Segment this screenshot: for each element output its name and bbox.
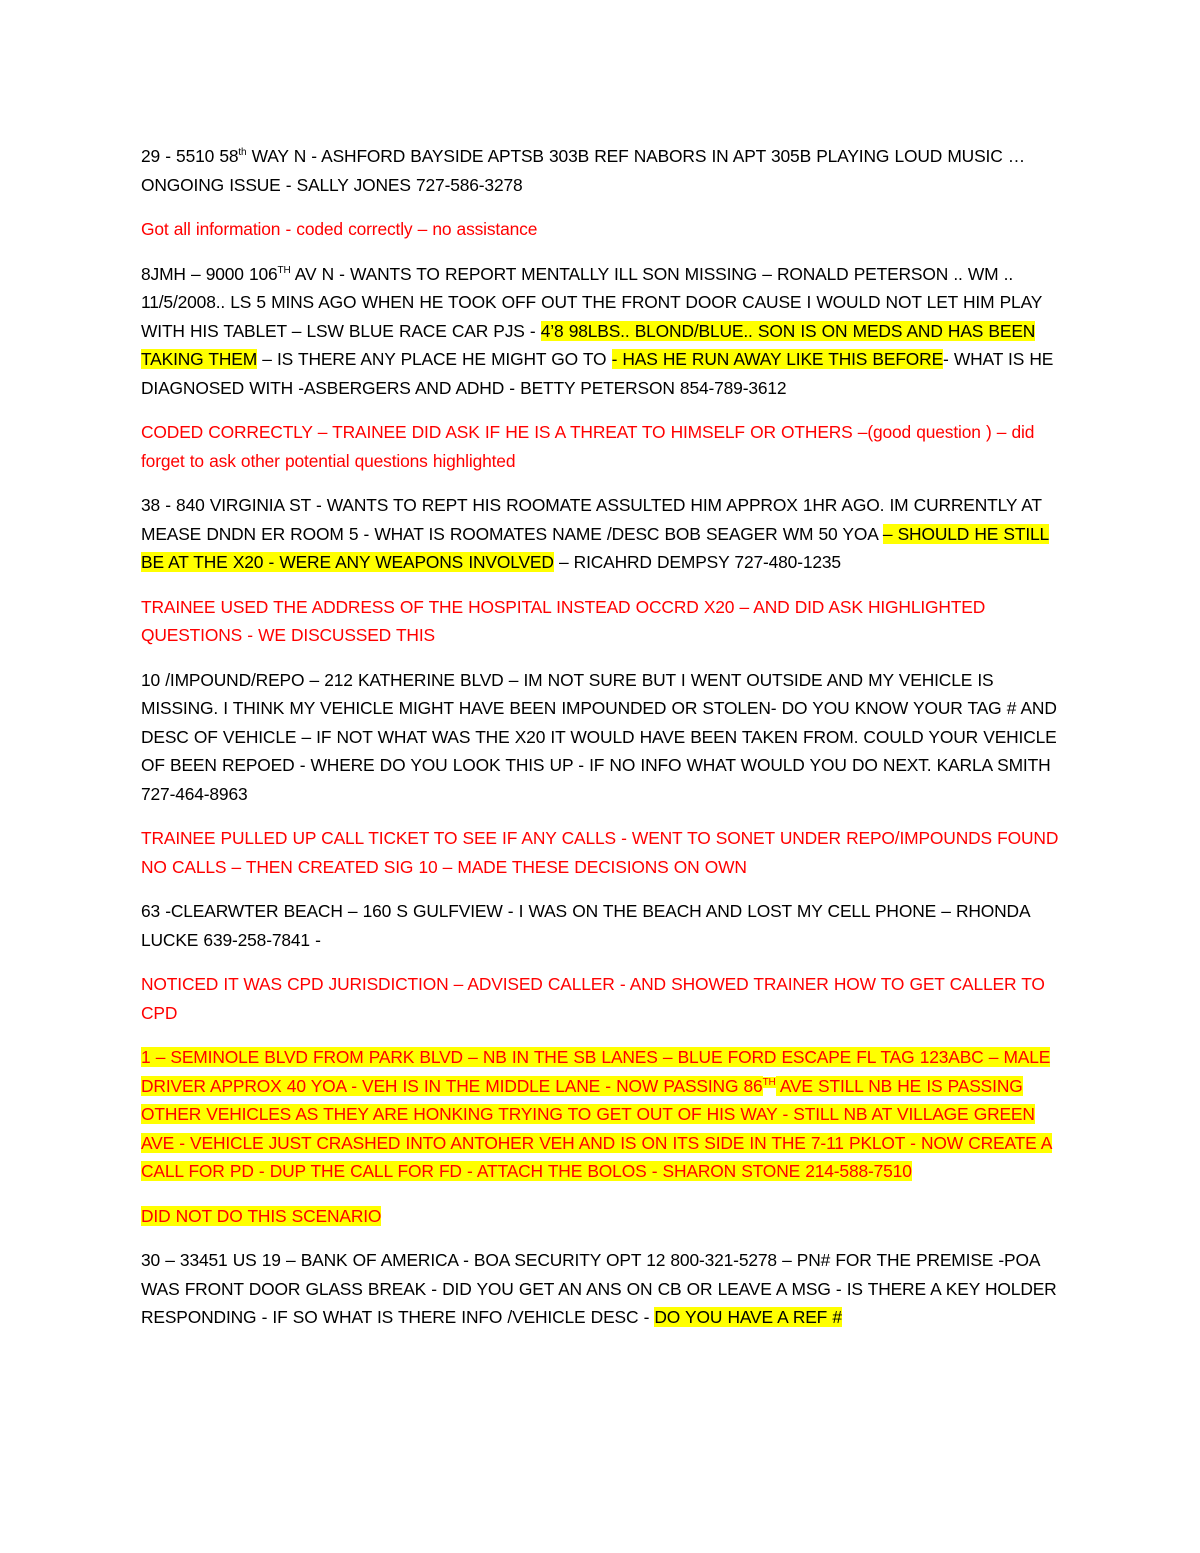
text-segment: CODED CORRECTLY – TRAINEE DID ASK IF HE IS A THREAT TO HIMSELF OR OTHERS –(good question ) – did forget to ask other potential questions highlighted xyxy=(141,422,1035,471)
trainer-note-paragraph xyxy=(141,970,1070,1027)
call-scenario-paragraph xyxy=(141,491,1070,577)
text-segment: AV N - WANTS TO REPORT MENTALLY ILL SON MISSING – RONALD PETERSON .. WM .. 11/5/2008.. LS 5 MINS AGO WHEN HE TOOK OFF OUT THE FRONT DOOR CAUSE I WOULD NOT LET HIM PLAY WITH HIS TABLET – LSW BLUE RACE CAR PJS - xyxy=(141,263,1042,341)
highlighted-text: AVE STILL NB HE IS PASSING OTHER VEHICLES AS THEY ARE HONKING TRYING TO GET OUT OF HIS WAY - STILL NB AT VILLAGE GREEN AVE - VEHICLE JUST CRASHED INTO ANTOHER VEH AND IS ON ITS SIDE IN THE 7-11 PKLOT - NOW CREATE A CALL FOR PD - DUP THE CALL FOR FD - ATTACH THE BOLOS - SHARON STONE 214-588-7510 xyxy=(141,1075,1053,1181)
call-scenario-paragraph xyxy=(141,1246,1070,1332)
call-scenario-paragraph xyxy=(141,666,1070,809)
highlighted-text: 1 – SEMINOLE BLVD FROM PARK BLVD – NB IN THE SB LANES – BLUE FORD ESCAPE FL TAG 123ABC – MALE DRIVER APPROX 40 YOA - VEH IS IN THE MIDDLE LANE - NOW PASSING 86 xyxy=(141,1047,1051,1096)
text-segment: 30 – 33451 US 19 – BANK OF AMERICA - BOA SECURITY OPT 12 800-321-5278 – PN# FOR THE PREMISE -POA WAS FRONT DOOR GLASS BREAK - DID YOU GET AN ANS ON CB OR LEAVE A MSG - IS THERE A KEY HOLDER RESPONDING - IF SO WHAT IS THERE INFO /VEHICLE DESC - xyxy=(141,1250,1057,1327)
trainer-note-paragraph xyxy=(141,418,1070,475)
highlighted-text: 4’8 98LBS.. BLOND/BLUE.. SON IS ON MEDS AND HAS BEEN TAKING THEM xyxy=(141,320,1036,369)
text-segment: 38 - 840 VIRGINIA ST - WANTS TO REPT HIS ROOMATE ASSULTED HIM APPROX 1HR AGO. IM CURRENTLY AT MEASE DNDN ER ROOM 5 - WHAT IS ROOMATES NAME /DESC BOB SEAGER WM 50 YOA xyxy=(141,495,1042,544)
text-segment: 10 /IMPOUND/REPO – 212 KATHERINE BLVD – IM NOT SURE BUT I WENT OUTSIDE AND MY VEHICLE IS MISSING. I THINK MY VEHICLE MIGHT HAVE BEEN IMPOUNDED OR STOLEN- DO YOU KNOW YOUR TAG # AND DESC OF VEHICLE – IF NOT WHAT WAS THE X20 IT WOULD HAVE BEEN TAKEN FROM. COULD YOUR VEHICLE OF BEEN REPOED - WHERE DO YOU LOOK THIS UP - IF NO INFO WHAT WOULD YOU DO NEXT. KARLA SMITH 727-464-8963 xyxy=(141,669,1057,804)
trainer-note-paragraph xyxy=(141,215,1070,244)
trainer-note-paragraph xyxy=(141,593,1070,650)
trainer-note-paragraph xyxy=(141,1043,1070,1186)
text-segment: NOTICED IT WAS CPD JURISDICTION – ADVISED CALLER - AND SHOWED TRAINER HOW TO GET CALLER TO CPD xyxy=(141,974,1045,1023)
ordinal-superscript: th xyxy=(238,147,247,158)
text-segment: TRAINEE PULLED UP CALL TICKET TO SEE IF ANY CALLS - WENT TO SONET UNDER REPO/IMPOUNDS FOUND NO CALLS – THEN CREATED SIG 10 – MADE THESE DECISIONS ON OWN xyxy=(141,828,1059,877)
highlighted-text: TH xyxy=(762,1076,776,1088)
ordinal-superscript: TH xyxy=(277,264,291,276)
trainer-note-paragraph xyxy=(141,824,1070,881)
highlighted-text: - HAS HE RUN AWAY LIKE THIS BEFORE xyxy=(611,349,944,369)
text-segment: – RICAHRD DEMPSY 727-480-1235 xyxy=(553,552,841,572)
call-scenario-paragraph xyxy=(141,142,1070,199)
highlighted-text: – SHOULD HE STILL BE AT THE X20 - WERE ANY WEAPONS INVOLVED xyxy=(141,523,1050,572)
call-scenario-paragraph xyxy=(141,897,1070,954)
text-segment: - WHAT IS HE DIAGNOSED WITH -ASBERGERS AND ADHD - BETTY PETERSON 854-789-3612 xyxy=(141,349,1054,398)
text-segment: 8JMH – 9000 106 xyxy=(141,263,278,284)
call-scenario-paragraph xyxy=(141,260,1070,403)
text-segment: WAY N - ASHFORD BAYSIDE APTSB 303B REF NABORS IN APT 305B PLAYING LOUD MUSIC … ONGOING ISSUE - SALLY JONES 727-586-3278 xyxy=(141,146,1026,195)
highlighted-text: DO YOU HAVE A REF # xyxy=(654,1307,842,1327)
text-segment: 29 - 5510 58 xyxy=(141,146,239,166)
text-segment: TRAINEE USED THE ADDRESS OF THE HOSPITAL INSTEAD OCCRD X20 – AND DID ASK HIGHLIGHTED QUESTIONS - WE DISCUSSED THIS xyxy=(141,596,986,645)
highlighted-text: DID NOT DO THIS SCENARIO xyxy=(141,1205,382,1226)
text-segment: Got all information - coded correctly – no assistance xyxy=(141,219,538,239)
text-segment: – IS THERE ANY PLACE HE MIGHT GO TO xyxy=(257,349,612,369)
text-segment: 63 -CLEARWTER BEACH – 160 S GULFVIEW - I WAS ON THE BEACH AND LOST MY CELL PHONE – RHONDA LUCKE 639-258-7841 - xyxy=(141,901,1030,950)
trainer-note-paragraph xyxy=(141,1202,1070,1231)
